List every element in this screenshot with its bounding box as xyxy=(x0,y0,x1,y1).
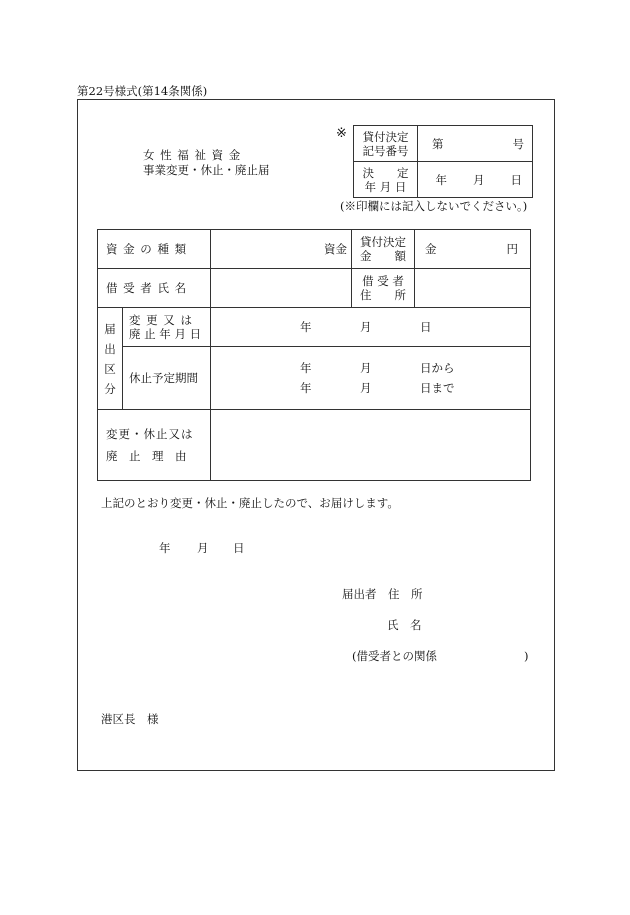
reason-label: 変更・休止又は 廃 止 理 由 xyxy=(98,410,211,481)
office-use-note: (※印欄には記入しないでください。) xyxy=(340,199,528,213)
notifier-address-label: 届出者 住 所 xyxy=(342,587,423,601)
relationship-label: (借受者との関係 xyxy=(352,649,437,663)
change-date-label: 変 更 又 は 廃 止 年 月 日 xyxy=(123,308,211,347)
loan-decision-number-label: 貸付決定 記号番号 xyxy=(354,126,418,162)
suspension-period-field[interactable]: 年 月 日から 年 月 日まで xyxy=(211,347,531,410)
date-day: 日 xyxy=(233,541,245,555)
borrower-address-field[interactable] xyxy=(415,269,531,308)
decision-date-field[interactable]: 年 月 日 xyxy=(418,162,533,198)
fund-type-field[interactable] xyxy=(211,230,352,269)
form-title-line2: 事業変更・休止・廃止届 xyxy=(143,163,270,177)
fund-type-label: 資 金 の 種 類 xyxy=(98,230,211,269)
change-date-field[interactable]: 年 月 日 xyxy=(211,308,531,347)
fund-suffix: 資金 xyxy=(324,242,347,256)
form-number: 第22号様式(第14条関係) xyxy=(77,84,208,98)
reason-field[interactable] xyxy=(211,410,531,481)
relationship-close: ) xyxy=(524,649,529,663)
statement: 上記のとおり変更・休止・廃止したので、お届けします。 xyxy=(101,496,399,510)
addressee: 港区長 様 xyxy=(101,712,159,726)
office-use-mark: ※ xyxy=(336,126,347,141)
office-use-table xyxy=(353,125,533,198)
loan-decision-number-field[interactable]: 第 号 xyxy=(418,126,533,162)
suspension-period-label: 休止予定期間 xyxy=(123,347,211,410)
loan-amount-label: 貸付決定 金 額 xyxy=(352,230,415,269)
decision-date-label: 決 定 年 月 日 xyxy=(354,162,418,198)
borrower-name-label: 借 受 者 氏 名 xyxy=(98,269,211,308)
date-month: 月 xyxy=(197,541,209,555)
notification-category-label: 届 出 区 分 xyxy=(98,308,123,410)
borrower-address-label: 借 受 者 住 所 xyxy=(352,269,415,308)
form-title-line1: 女 性 福 祉 資 金 xyxy=(143,148,242,162)
notifier-name-label: 氏 名 xyxy=(387,618,422,632)
main-table xyxy=(97,229,531,481)
loan-amount-field[interactable]: 金 円 xyxy=(415,230,531,269)
date-year: 年 xyxy=(159,541,171,555)
borrower-name-field[interactable] xyxy=(211,269,352,308)
